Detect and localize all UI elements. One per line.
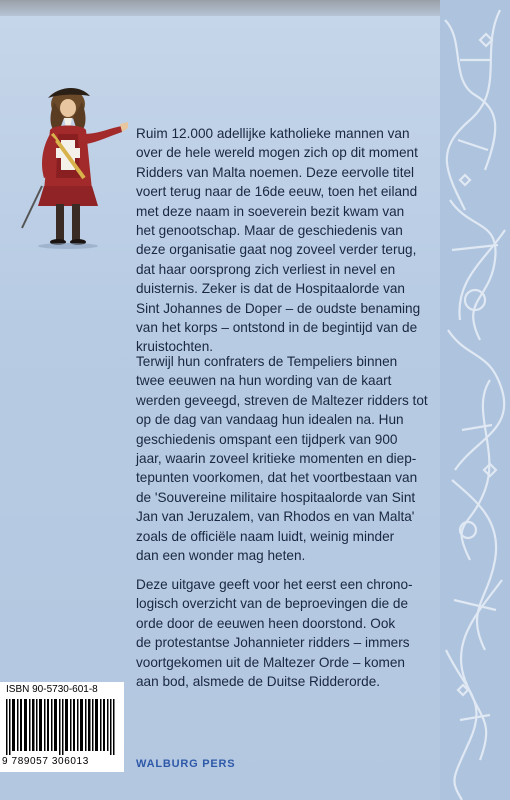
text-line: deze organisatie gaat nog zoveel verder terug,: [136, 242, 417, 258]
barcode-number: 9 789057 306013: [2, 756, 89, 767]
text-line: Ridders van Malta noemen. Deze eervolle titel: [136, 164, 415, 180]
text-line: dan een wonder mag heten.: [136, 548, 306, 564]
text-line: Deze uitgave geeft voor het eerst een chrono-: [136, 577, 413, 592]
text-line: Sint Johannes de Doper – de oudste benaming: [136, 300, 421, 316]
text-line: duisternis. Zeker is dat de Hospitaalorde van: [136, 281, 405, 297]
text-line: twee eeuwen na hun wording van de kaart: [136, 373, 392, 389]
paragraph-intro: [136, 124, 436, 357]
text-line: aan bod, alsmede de Duitse Ridderorde.: [136, 674, 381, 690]
text-line: voortgekomen uit de Maltezer Orde – komen: [136, 654, 405, 670]
barcode-bars: [6, 699, 118, 755]
text-line: de 'Souvereine militaire hospitaalorde van Sint: [136, 489, 416, 505]
engraving-pattern: [440, 0, 510, 800]
decorative-side-panel: [440, 0, 510, 800]
text-line: de protestantse Johannieter ridders – immers: [136, 635, 410, 651]
text-line: werden geveegd, streven de Maltezer ridders tot: [136, 392, 428, 408]
text-line: het genootschap. Maar de geschiedenis van: [136, 223, 403, 239]
knight-figure-illustration: [18, 78, 128, 250]
text-line: orde door de eeuwen heen doorstond. Ook: [136, 615, 396, 631]
text-line: met deze naam in soeverein bezit kwam van: [136, 203, 405, 219]
text-line: Jan van Jeruzalem, van Rhodos en van Malta': [136, 509, 415, 525]
text-line: tepunten voorkomen, dat het voortbestaan van: [136, 470, 418, 486]
text-line: kruistochten.: [136, 339, 214, 355]
barcode-label: [0, 682, 124, 772]
isbn-text: ISBN 90-5730-601-8: [6, 684, 98, 695]
text-line: jaar, waarin zoveel kritieke momenten en diep-: [136, 451, 417, 467]
text-line: dat haar oorsprong zich verliest in nevel en: [136, 261, 396, 277]
text-line: voert terug naar de 16de eeuw, toen het eiland: [136, 184, 418, 200]
paragraph-summary: [136, 575, 436, 691]
text-line: Ruim 12.000 adellijke katholieke mannen van: [136, 126, 410, 141]
text-line: over de hele wereld mogen zich op dit moment: [136, 145, 418, 161]
text-line: geschiedenis omspant een tijdperk van 900: [136, 431, 398, 447]
publisher-name: WALBURG PERS: [136, 758, 236, 770]
text-line: logisch overzicht van de beproevingen die de: [136, 596, 409, 612]
text-line: op de dag van vandaag hun idealen na. Hun: [136, 412, 404, 428]
text-line: Terwijl hun confraters de Tempeliers binnen: [136, 354, 398, 369]
text-line: zoals de officiële naam luidt, weinig minder: [136, 528, 395, 544]
paragraph-history: [136, 352, 436, 565]
text-line: van het korps – ontstond in de begintijd van de: [136, 320, 418, 336]
top-shadow: [0, 0, 510, 16]
